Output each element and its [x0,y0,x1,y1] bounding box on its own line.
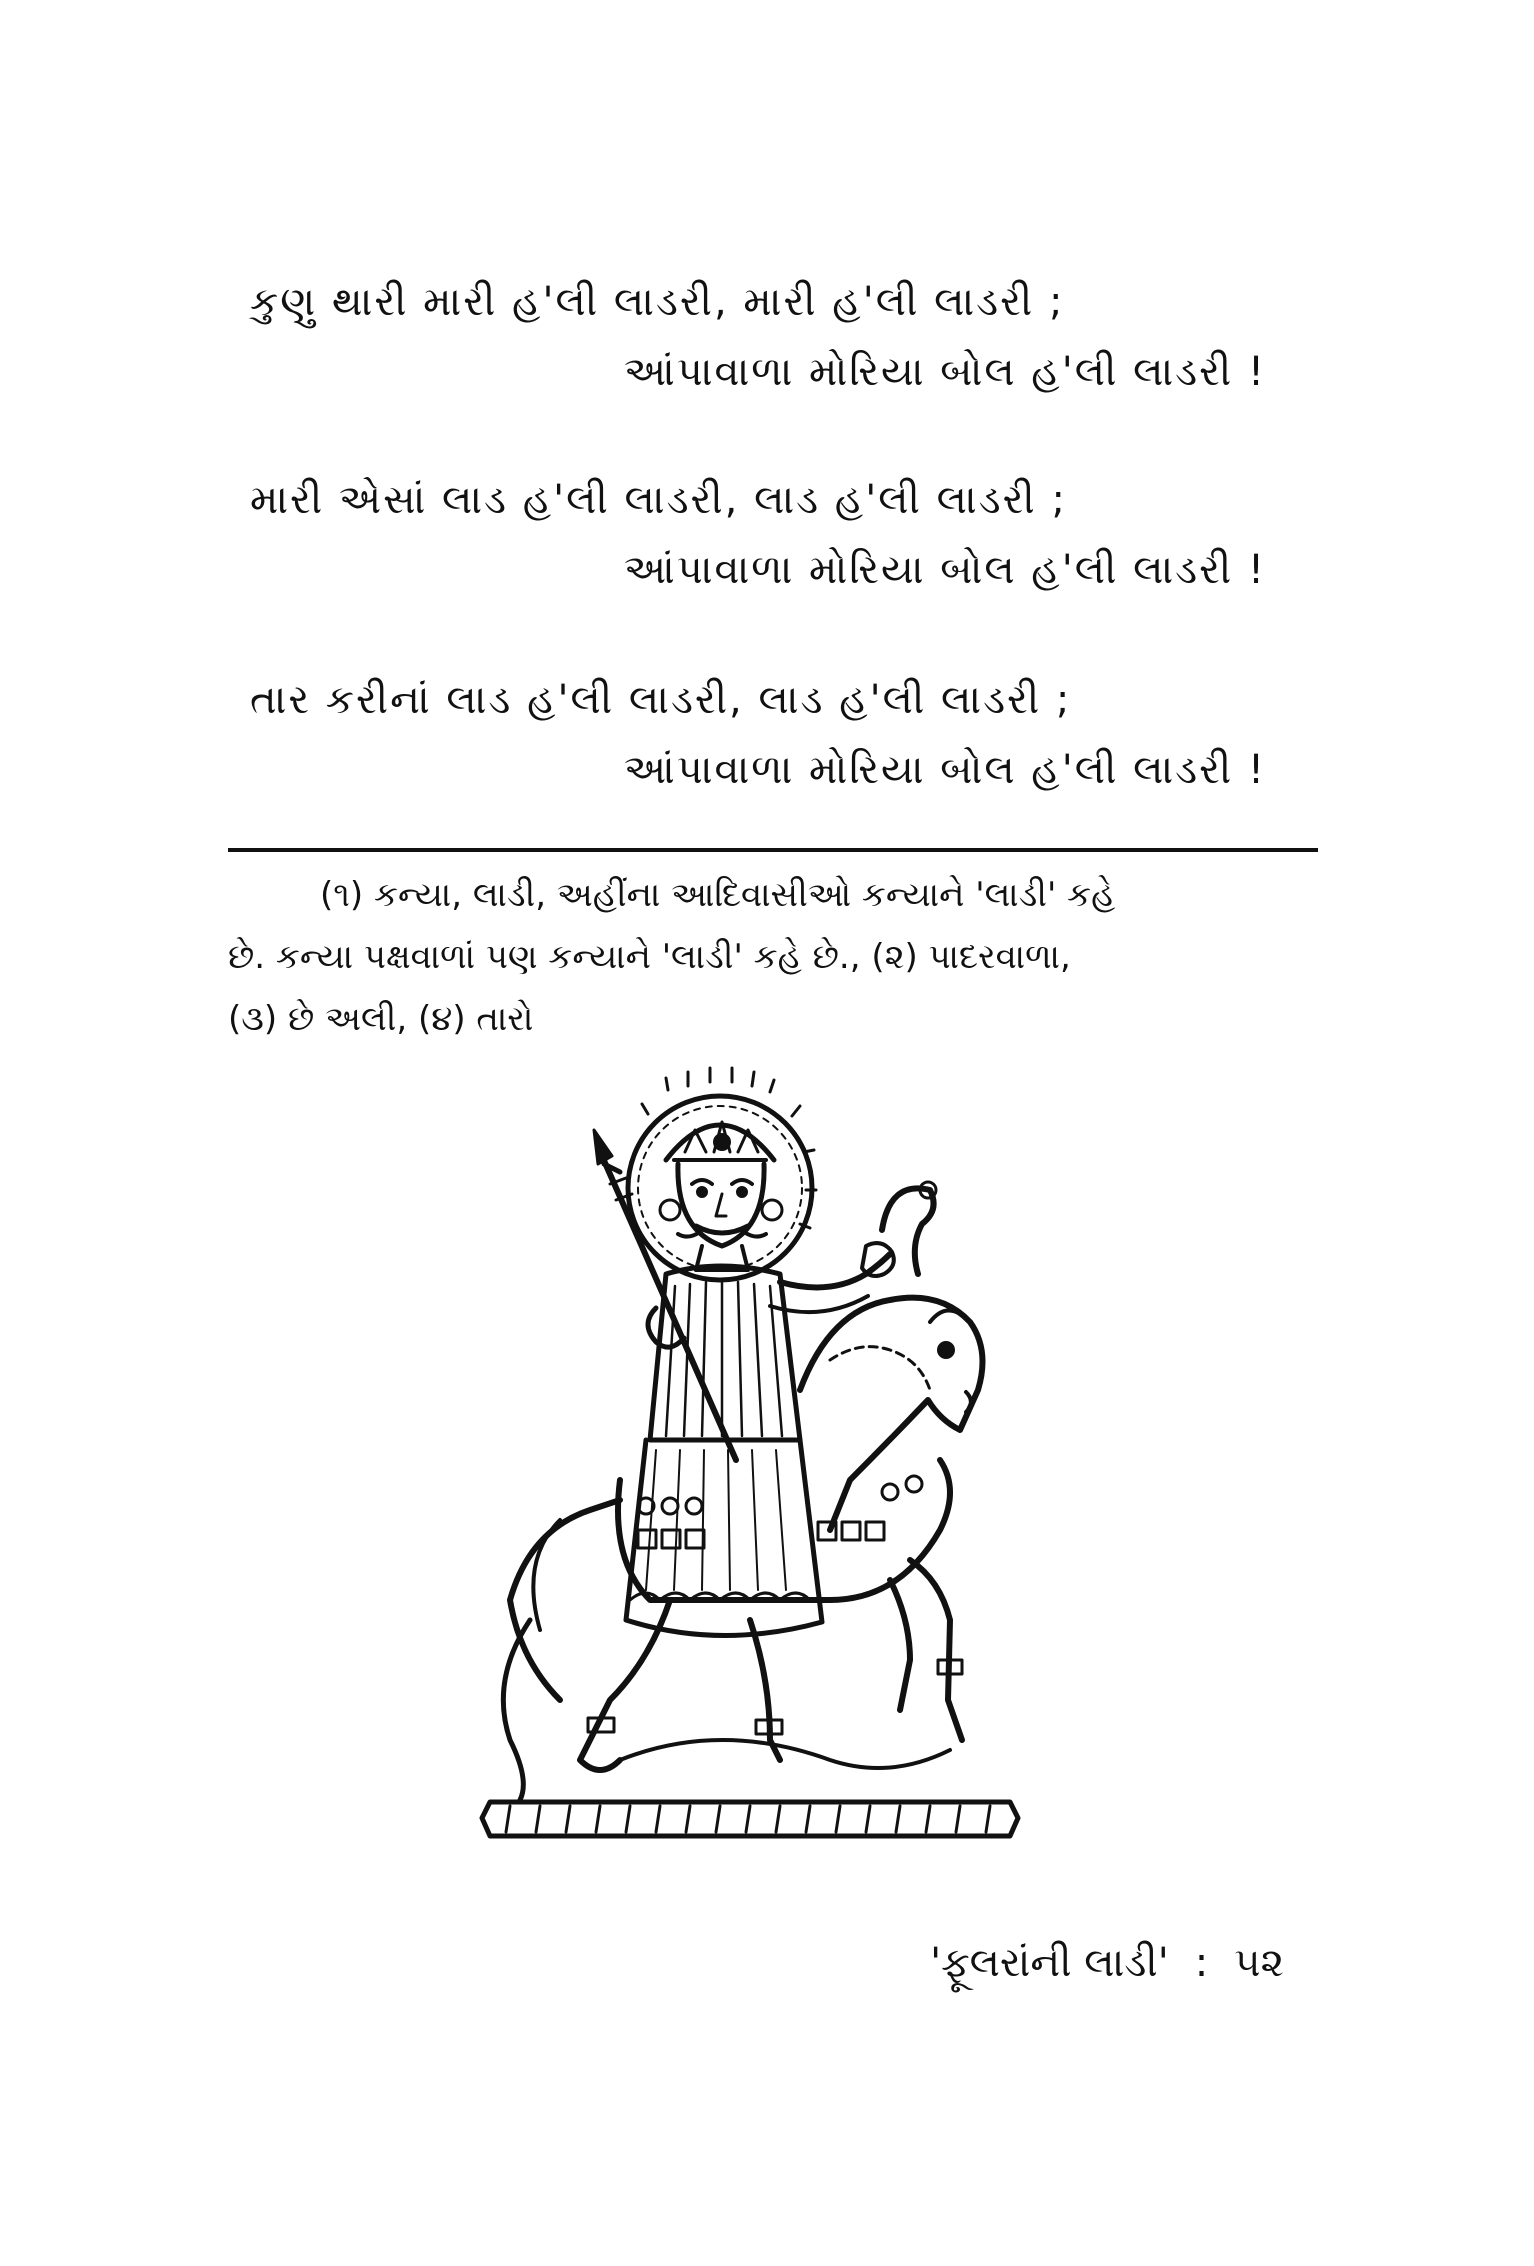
verse-1-line-2: આંપાવાળા મોરિયા બોલ હ'લી લાડરી ! [623,349,1266,395]
footnote-line-2: છે. કન્યા પક્ષવાળાં પણ કન્યાને 'લાડી' કહે છે., (૨) પાદરવાળા, [228,937,1071,977]
page-footer [930,1940,1284,1986]
footnote-line-3: (૩) છે અલી, (૪) તારો [228,999,534,1039]
verse-2-line-1: મારી એસાં લાડ હ'લી લાડરી, લાડ હ'લી લાડરી ; [250,477,1067,523]
footnote-line-1: (૧) કન્યા, લાડી, અહીંના આદિવાસીઓ કન્યાને 'લાડી' કહે [320,875,1116,915]
footnote-divider [228,848,1318,852]
verse-1-line-1: કુણુ થારી મારી હ'લી લાડરી, મારી હ'લી લાડરી ; [250,279,1065,325]
footer-separator: : [1194,1940,1209,1986]
page-number: ૫૨ [1234,1940,1284,1986]
verse-3-line-2: આંપાવાળા મોરિયા બોલ હ'લી લાડરી ! [623,747,1266,793]
verse-2-line-2: આંપાવાળા મોરિયા બોલ હ'લી લાડરી ! [623,547,1266,593]
book-title: 'ફૂલરાંની લાડી' [930,1940,1169,1986]
verse-3-line-1: તાર કરીનાં લાડ હ'લી લાડરી, લાડ હ'લી લાડરી ; [250,677,1072,723]
horseman-deity-woodcut-icon [470,1060,1040,1850]
